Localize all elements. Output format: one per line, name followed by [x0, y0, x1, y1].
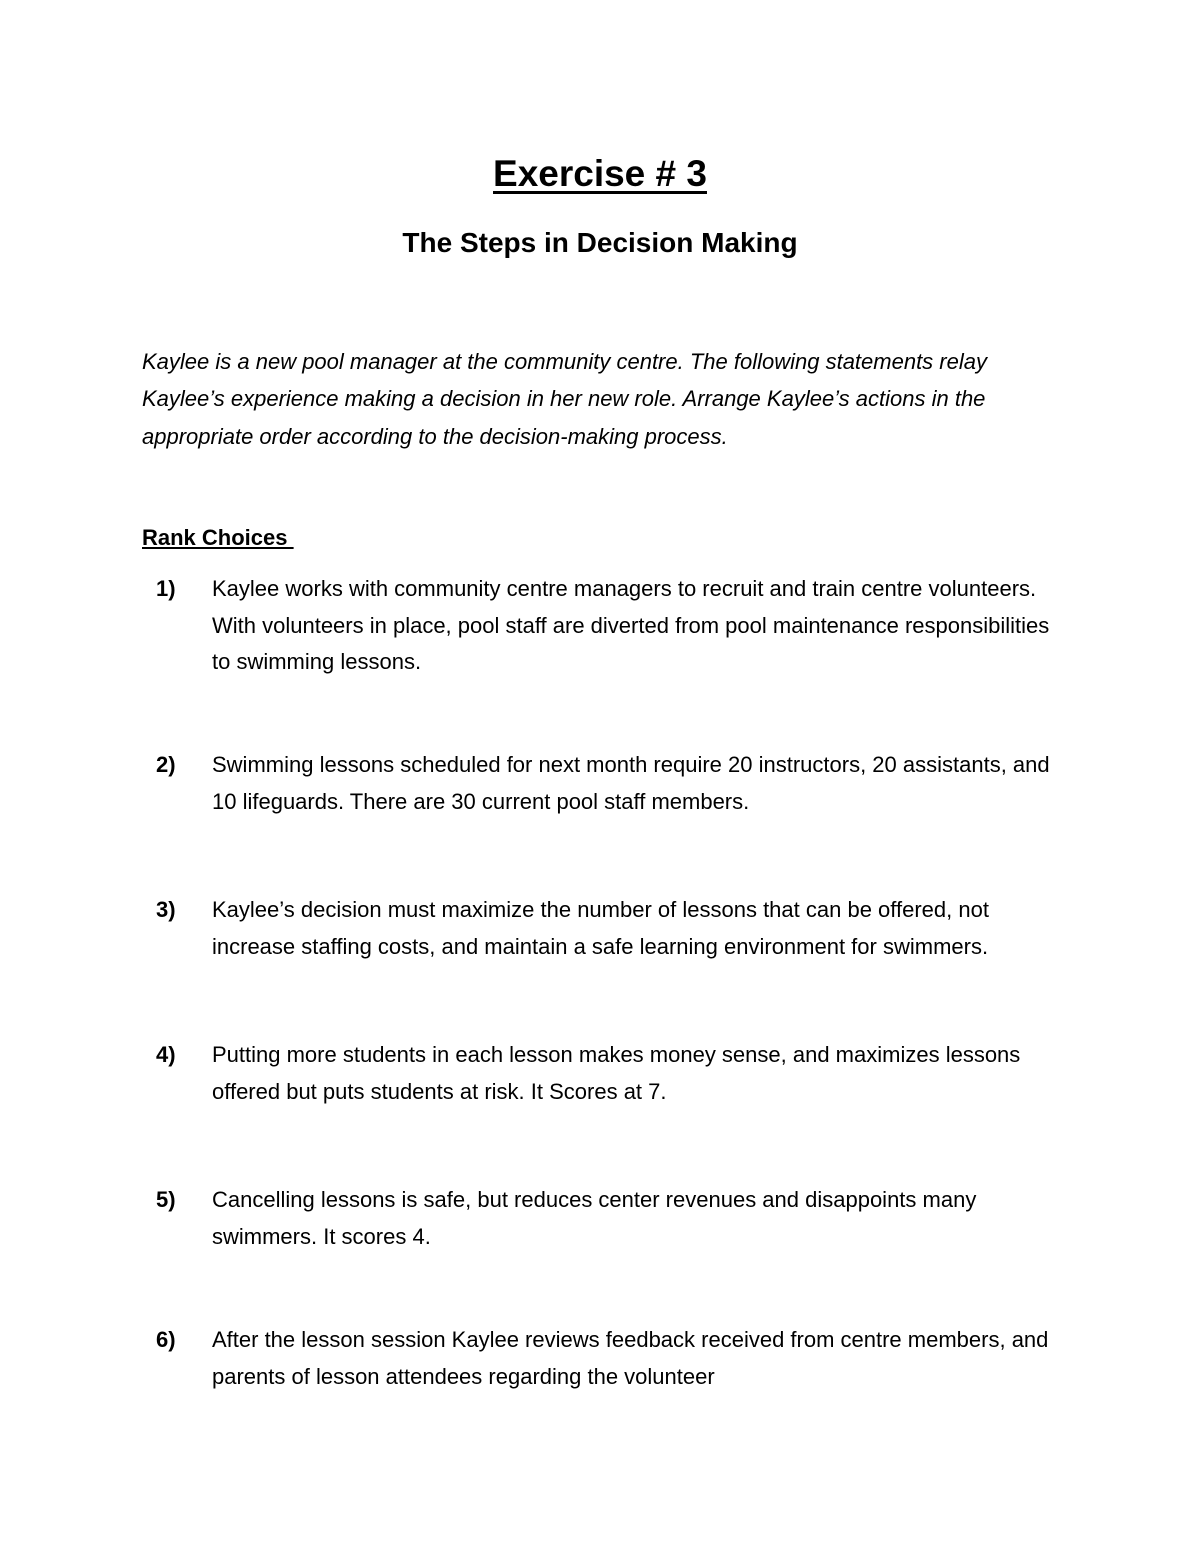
list-item-number: 1): [156, 576, 176, 601]
list-item: [156, 1322, 1066, 1395]
list-item-number: 5): [156, 1187, 176, 1212]
page-title: [0, 150, 1200, 198]
list-item: [156, 892, 1066, 965]
page-subtitle: The Steps in Decision Making: [402, 227, 798, 258]
rank-choices-heading: Rank Choices: [142, 525, 294, 550]
list-item: [156, 571, 1066, 681]
list-item-number: 6): [156, 1327, 176, 1352]
list-item-text: Kaylee works with community centre managers to recruit and train centre volunteers. With volunteers in place, pool staff are diverted from pool maintenance responsibilities to swimming lessons.: [212, 576, 1050, 674]
list-item: [156, 1182, 1066, 1255]
list-item-number: 2): [156, 752, 176, 777]
list-item-text: Putting more students in each lesson makes money sense, and maximizes lessons offered but puts students at risk. It Scores at 7.: [212, 1042, 1021, 1104]
list-item: [156, 747, 1066, 820]
intro-paragraph: Kaylee is a new pool manager at the community centre. The following statements relay Kaylee’s experience making a decision in her new role. Arrange Kaylee’s actions in the appropriate order according to the decision-making process.: [142, 349, 987, 449]
list-item-text: Cancelling lessons is safe, but reduces center revenues and disappoints many swimmers. It scores 4.: [212, 1187, 977, 1249]
list-item-number: 4): [156, 1042, 176, 1067]
list-item-text: Kaylee’s decision must maximize the number of lessons that can be offered, not increase staffing costs, and maintain a safe learning environment for swimmers.: [212, 897, 989, 959]
list-item: [156, 1037, 1066, 1110]
list-item-text: Swimming lessons scheduled for next month require 20 instructors, 20 assistants, and 10 lifeguards. There are 30 current pool staff members.: [212, 752, 1050, 814]
list-item-text: After the lesson session Kaylee reviews feedback received from centre members, and parents of lesson attendees regarding the volunteer: [212, 1327, 1049, 1389]
list-item-number: 3): [156, 897, 176, 922]
page-title-text: Exercise # 3: [493, 153, 707, 194]
